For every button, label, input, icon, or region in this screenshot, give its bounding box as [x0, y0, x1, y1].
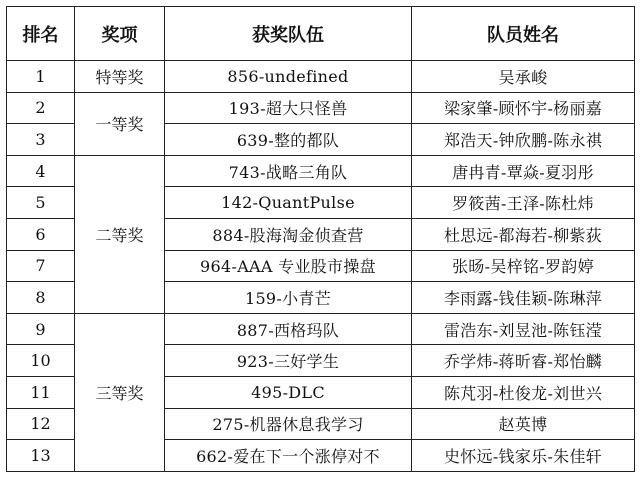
- members-cell: 杜思远-都海若-柳紫荻: [412, 218, 635, 250]
- rank-cell: 3: [7, 124, 75, 156]
- team-cell: 856-undefined: [165, 61, 412, 93]
- rank-cell: 1: [7, 61, 75, 93]
- rank-cell: 4: [7, 155, 75, 187]
- rank-cell: 11: [7, 376, 75, 408]
- team-cell: 923-三好学生: [165, 345, 412, 377]
- team-cell: 275-机器休息我学习: [165, 408, 412, 440]
- members-cell: 吴承峻: [412, 61, 635, 93]
- award-results-table: [6, 6, 635, 472]
- table-row: [7, 313, 635, 345]
- team-cell: 159-小青芒: [165, 282, 412, 314]
- header-row: [7, 7, 635, 61]
- team-cell: 495-DLC: [165, 376, 412, 408]
- members-cell: 史怀远-钱家乐-朱佳轩: [412, 440, 635, 472]
- members-cell: 赵英博: [412, 408, 635, 440]
- header-award: 奖项: [75, 7, 165, 61]
- table-row: [7, 155, 635, 187]
- rank-cell: 6: [7, 218, 75, 250]
- members-cell: 乔学炜-蒋昕睿-郑怡麟: [412, 345, 635, 377]
- team-cell: 964-AAA 专业股市操盘: [165, 250, 412, 282]
- rank-cell: 13: [7, 440, 75, 472]
- table-row: [7, 92, 635, 124]
- rank-cell: 7: [7, 250, 75, 282]
- team-cell: 743-战略三角队: [165, 155, 412, 187]
- award-cell-special: 特等奖: [75, 61, 165, 93]
- team-cell: 142-QuantPulse: [165, 187, 412, 219]
- header-members: 队员姓名: [412, 7, 635, 61]
- rank-cell: 5: [7, 187, 75, 219]
- members-cell: 梁家肇-顾怀宇-杨丽嘉: [412, 92, 635, 124]
- team-cell: 887-西格玛队: [165, 313, 412, 345]
- header-team: 获奖队伍: [165, 7, 412, 61]
- team-cell: 884-股海淘金侦查营: [165, 218, 412, 250]
- table-row: [7, 61, 635, 93]
- members-cell: 罗筱茜-王泽-陈杜炜: [412, 187, 635, 219]
- rank-cell: 10: [7, 345, 75, 377]
- rank-cell: 8: [7, 282, 75, 314]
- rank-cell: 12: [7, 408, 75, 440]
- award-cell-third: 三等奖: [75, 313, 165, 471]
- members-cell: 张旸-吴梓铭-罗韵婷: [412, 250, 635, 282]
- members-cell: 唐冉青-覃焱-夏羽彤: [412, 155, 635, 187]
- header-rank: 排名: [7, 7, 75, 61]
- members-cell: 雷浩东-刘昱池-陈钰滢: [412, 313, 635, 345]
- members-cell: 李雨露-钱佳颖-陈琳萍: [412, 282, 635, 314]
- team-cell: 662-爱在下一个涨停对不: [165, 440, 412, 472]
- team-cell: 639-整的都队: [165, 124, 412, 156]
- rank-cell: 2: [7, 92, 75, 124]
- rank-cell: 9: [7, 313, 75, 345]
- award-cell-first: 一等奖: [75, 92, 165, 155]
- award-cell-second: 二等奖: [75, 155, 165, 313]
- members-cell: 陈芃羽-杜俊龙-刘世兴: [412, 376, 635, 408]
- team-cell: 193-超大只怪兽: [165, 92, 412, 124]
- members-cell: 郑浩天-钟欣鹏-陈永祺: [412, 124, 635, 156]
